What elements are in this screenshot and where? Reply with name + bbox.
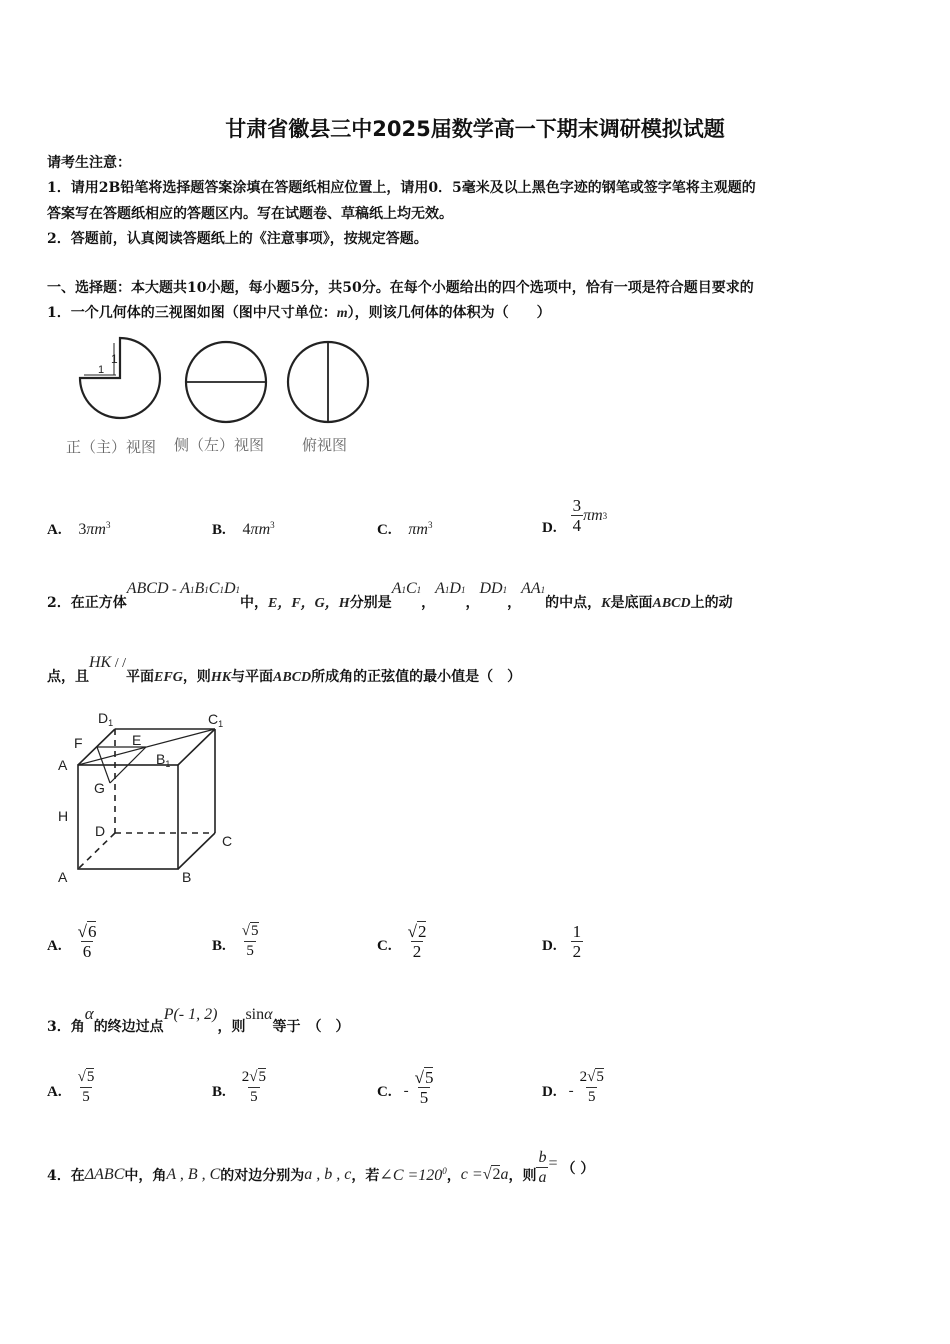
q2-stem-line1: 2．在正方体ABCD - A1B1C1D1中，E，F，G，H分别是A1C1，A1D1，DD1，AA1的中点，K是底面ABCD上的动 bbox=[47, 580, 733, 611]
q3-option-c[interactable] bbox=[377, 1068, 435, 1107]
q1-option-a[interactable] bbox=[47, 520, 110, 539]
option-letter: B. bbox=[212, 1084, 226, 1100]
option-letter: C. bbox=[377, 1084, 392, 1100]
edge-c-b bbox=[178, 833, 215, 869]
label-c1: $C_1$ bbox=[208, 711, 224, 729]
option-pi: π bbox=[408, 521, 417, 538]
q3-stem: 3．角α的终边过点P(- 1, 2)，则sinα等于 （ ） bbox=[47, 1004, 350, 1035]
option-unit: m bbox=[258, 521, 271, 538]
option-letter: D. bbox=[542, 938, 557, 954]
option-unit: m bbox=[591, 506, 603, 524]
q4-fraction: $\frac{b}{a}$ bbox=[538, 1149, 547, 1186]
q2-option-d[interactable] bbox=[542, 922, 583, 961]
option-exp: 3 bbox=[427, 520, 433, 530]
label-h: H bbox=[58, 808, 69, 824]
option-letter: D. bbox=[542, 1084, 557, 1100]
label-f: F bbox=[74, 735, 83, 751]
dim-label-horizontal: 1 bbox=[98, 364, 105, 376]
option-letter: C. bbox=[377, 938, 392, 954]
q2-option-b[interactable] bbox=[212, 922, 261, 961]
option-letter: A. bbox=[47, 1084, 62, 1100]
q2-option-c[interactable] bbox=[377, 922, 428, 961]
notice-line-2: 2．答题前，认真阅读答题纸上的《注意事项》，按规定答题。 bbox=[47, 231, 428, 247]
section-header: 一、选择题：本大题共10小题，每小题5分，共50分。在每个小题给出的四个选项中，恰有一项是符合题目要求的 bbox=[47, 280, 754, 296]
q1-option-b[interactable] bbox=[212, 520, 275, 539]
q1-stem-b: ），则该几何体的体积为（ ） bbox=[347, 305, 551, 321]
q1-three-view-figure bbox=[60, 335, 370, 460]
option-unit: m bbox=[94, 521, 106, 538]
label-a1: A bbox=[58, 757, 68, 773]
q4-stem: 4．在 ΔABC 中，角 A , B , C 的对边分别为 a , b , c ，若 ∠C $=120^0$ ， c =√2a ，则 $\frac{b}{a}$ = （ ） bbox=[47, 1149, 595, 1186]
q2-stem-line2: 点，且HK / /平面EFG，则HK与平面ABCD所成角的正弦值的最小值是（ ） bbox=[47, 654, 522, 685]
option-unit: m bbox=[416, 521, 428, 538]
option-exp: 3 bbox=[602, 510, 608, 521]
option-sign: - bbox=[403, 1083, 409, 1099]
option-fraction: $\frac{√5}{5}$ bbox=[77, 1069, 95, 1105]
label-side-view: 侧（左）视图 bbox=[174, 437, 265, 454]
q1-option-c[interactable] bbox=[377, 520, 432, 539]
option-fraction: $\frac{√5}{5}$ bbox=[241, 923, 259, 959]
option-exp: 3 bbox=[270, 520, 275, 530]
q3-option-a[interactable] bbox=[47, 1068, 96, 1107]
option-fraction: $\frac{2√5}{5}$ bbox=[241, 1069, 266, 1105]
label-d1: $D_1$ bbox=[98, 710, 114, 728]
option-coef: 3 bbox=[78, 521, 87, 538]
option-fraction: $\frac{3}{4}$ bbox=[572, 496, 582, 535]
cube-front-face bbox=[78, 765, 178, 869]
label-d: D bbox=[95, 823, 106, 839]
option-fraction: $\frac{√6}{6}$ bbox=[77, 922, 97, 961]
label-a: A bbox=[58, 869, 68, 885]
option-sign: - bbox=[568, 1083, 574, 1099]
notice-line-1b: 答案写在答题纸相应的答题区内。写在试题卷、草稿纸上均无效。 bbox=[47, 206, 453, 222]
label-front-view: 正（主）视图 bbox=[66, 439, 157, 456]
q1-unit: m bbox=[336, 306, 348, 321]
option-pi: π bbox=[583, 506, 592, 524]
option-fraction: $\frac{2√5}{5}$ bbox=[579, 1069, 604, 1105]
q3-option-b[interactable] bbox=[212, 1068, 268, 1107]
notice-line-1a: 1．请用2B铅笔将选择题答案涂填在答题纸相应位置上，请用0．5毫米及以上黑色字迹的钢笔或签字笔将主观题的 bbox=[47, 180, 756, 196]
option-fraction: $\frac{1}{2}$ bbox=[572, 922, 582, 961]
q3-option-d[interactable] bbox=[542, 1068, 606, 1107]
label-top-view: 俯视图 bbox=[302, 437, 348, 454]
q1-stem-a: 1．一个几何体的三视图如图（图中尺寸单位： bbox=[47, 305, 337, 321]
q1-stem bbox=[47, 302, 551, 322]
label-g: G bbox=[94, 780, 105, 796]
notice-heading: 请考生注意： bbox=[47, 155, 131, 171]
option-pi: π bbox=[86, 521, 95, 538]
option-fraction: $\frac{√2}{2}$ bbox=[407, 922, 427, 961]
option-pi: π bbox=[250, 521, 259, 538]
q2-cube-figure bbox=[52, 708, 242, 888]
option-fraction: $\frac{√5}{5}$ bbox=[414, 1068, 434, 1107]
q1-option-d[interactable] bbox=[542, 494, 607, 537]
option-exp: 3 bbox=[105, 520, 111, 530]
option-letter: A. bbox=[47, 522, 62, 538]
front-view-shape bbox=[80, 338, 160, 418]
label-b: B bbox=[182, 869, 192, 885]
option-letter: C. bbox=[377, 522, 392, 538]
label-e: E bbox=[132, 732, 142, 748]
label-c: C bbox=[222, 833, 233, 849]
page-title: 甘肃省徽县三中2025届数学高一下期末调研模拟试题 bbox=[225, 117, 725, 141]
option-letter: B. bbox=[212, 938, 226, 954]
option-letter: D. bbox=[542, 520, 557, 536]
option-coef: 4 bbox=[242, 521, 251, 538]
label-b1: $B_1$ bbox=[156, 751, 171, 769]
option-letter: B. bbox=[212, 522, 226, 538]
dim-label-vertical: 1 bbox=[111, 352, 118, 366]
option-letter: A. bbox=[47, 938, 62, 954]
q2-option-a[interactable] bbox=[47, 922, 98, 961]
